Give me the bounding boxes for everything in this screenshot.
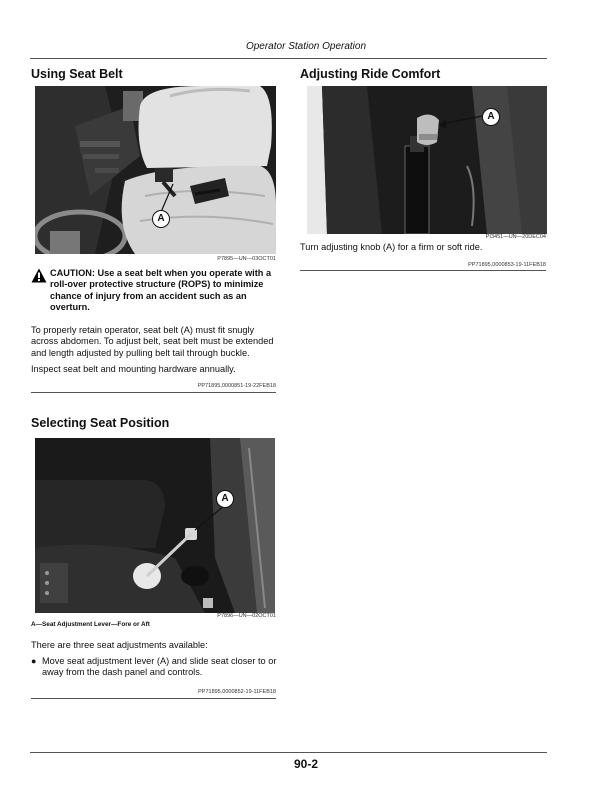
doc-id-seat-position: PP71895,0000852-19-11FEB18 [198,689,276,695]
figure-id-seat-position: P7896—UN—02OCT01 [217,613,276,619]
seat-belt-photo [35,86,276,254]
seat-belt-illustration [35,86,276,254]
callout-a-seat-belt: A [152,210,170,228]
callout-a-seat-position: A [216,490,234,508]
seat-position-bullet-1: Move seat adjustment lever (A) and slide seat closer to or away from the dash panel and controls. [42,656,277,678]
bullet-icon: ● [31,656,37,666]
ride-comfort-photo [307,86,547,234]
ride-comfort-illustration [307,86,547,234]
figure-id-seat-belt: P7895—UN—03OCT01 [217,256,276,262]
running-header: Operator Station Operation [245,41,367,52]
ride-comfort-text: Turn adjusting knob (A) for a firm or soft ride. [300,242,483,252]
footer-rule [30,752,547,753]
seat-position-photo [35,438,275,613]
caution-text: CAUTION: Use a seat belt when you operate with a roll-over protective structure (ROPS) to minimize chance of injury from an accident such as an overturn. [50,268,272,312]
seat-lever-illustration [35,438,275,613]
seat-position-intro: There are three seat adjustments available: [31,640,208,650]
section-heading-ride-comfort: Adjusting Ride Comfort [300,67,441,81]
section-end-rule-seat-position [31,698,276,699]
section-end-rule-seat-belt [31,392,276,393]
section-end-rule-ride-comfort [300,270,546,271]
doc-id-ride-comfort: PP71895,0000853-19-11FEB18 [468,262,546,268]
page-number: 90-2 [293,757,319,771]
section-heading-seat-position: Selecting Seat Position [31,416,170,430]
figure-caption-seat-position: A—Seat Adjustment Lever—Fore or Aft [31,621,150,628]
doc-id-seat-belt: PP71895,0000851-19-22FEB18 [197,383,276,389]
section-heading-seat-belt: Using Seat Belt [31,67,123,81]
figure-id-ride-comfort: PI3451—UN—20DEC04 [485,234,546,240]
warning-triangle-icon [31,268,47,284]
seat-belt-paragraph-2: Inspect seat belt and mounting hardware annually. [31,364,236,374]
seat-belt-paragraph-1: To properly retain operator, seat belt (A) must fit snugly across abdomen. To adjust belt, seat belt must be extended and length adjusted by pulling belt tail through buckle. [31,325,274,358]
callout-a-ride-comfort: A [482,108,500,126]
header-rule [30,58,547,59]
